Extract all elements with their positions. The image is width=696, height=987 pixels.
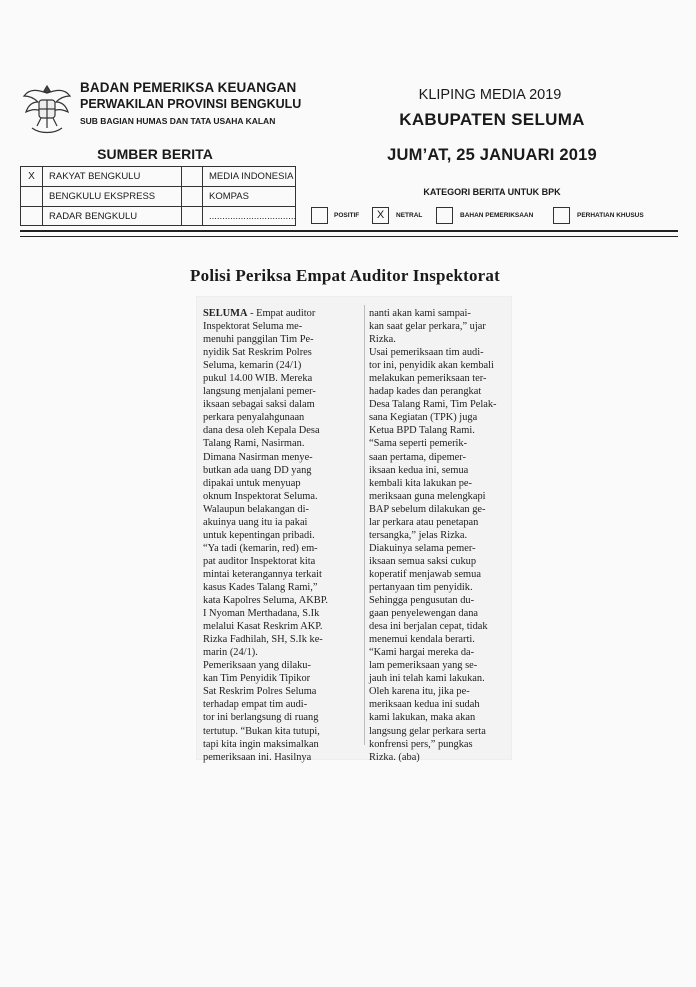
article-line: untuk kepentingan pribadi. (203, 529, 315, 541)
article-line: pertanyaan tim penyidik. (369, 581, 473, 593)
article-line: I Nyoman Merthadana, S.Ik (203, 608, 320, 620)
article-line: tersangka,” jelas Rizka. (369, 529, 468, 541)
category-label-netral: NETRAL (396, 212, 423, 219)
article-line: “Ya tadi (kemarin, red) em- (203, 542, 318, 554)
header-divider (20, 230, 678, 232)
source-row (21, 187, 295, 207)
source-other-field: ................................. (209, 211, 297, 222)
source-label: RAKYAT BENGKULU (49, 171, 141, 182)
article-line: jauh ini telah kami lakukan. (369, 673, 485, 685)
source-checkbox[interactable]: X (21, 167, 43, 186)
article-line: gaan penyelewengan dana (369, 608, 479, 620)
article-line: tor ini, penyidik akan kembali (369, 360, 494, 372)
publication-date: JUM’AT, 25 JANUARI 2019 (387, 146, 597, 164)
category-checkbox-positif[interactable] (311, 207, 328, 224)
article-line: dipakai untuk menyuap (203, 477, 301, 489)
article-line: nanti akan kami sampai- (369, 308, 471, 319)
source-label: BENGKULU EKSPRESS (49, 191, 156, 202)
source-checkbox[interactable] (181, 167, 203, 186)
article-line: kan Tim Penyidik Tipikor (203, 673, 311, 685)
article-line: tor ini berlangsung di ruang (203, 712, 319, 724)
category-label-bahan-pemeriksaan: BAHAN PEMERIKSAAN (460, 212, 534, 219)
article-title: Polisi Periksa Empat Auditor Inspektorat (190, 266, 500, 285)
source-label: RADAR BENGKULU (49, 211, 138, 222)
article-line: Diakuinya selama pemer- (369, 542, 476, 554)
source-checkbox[interactable] (21, 187, 43, 206)
article-line: Pemeriksaan yang dilaku- (203, 660, 311, 672)
org-name-line1: BADAN PEMERIKSA KEUANGAN (80, 80, 297, 95)
article-line: melakukan pemeriksaan ter- (369, 373, 487, 385)
garuda-emblem-icon (20, 78, 74, 142)
article-line: iksaan semua saksi cukup (369, 555, 477, 567)
article-line: desa ini berjalan cepat, tidak (369, 621, 488, 633)
article-line: pukul 14.00 WIB. Mereka (203, 373, 313, 385)
source-label: MEDIA INDONESIA (209, 171, 294, 182)
source-checkbox[interactable] (181, 207, 203, 226)
article-column-1 (203, 307, 338, 764)
org-name-line2: PERWAKILAN PROVINSI BENGKULU (80, 97, 302, 111)
article-line: lam pemeriksaan yang se- (369, 660, 478, 672)
article-line: nyidik Sat Reskrim Polres (203, 347, 312, 359)
article-line: kan saat gelar perkara,” ujar (369, 321, 486, 333)
article-line: iksaan kedua ini, semua (369, 464, 469, 476)
article-line: menemui kendala berarti. (369, 634, 475, 646)
org-name-line3: SUB BAGIAN HUMAS DAN TATA USAHA KALAN (80, 116, 276, 126)
article-line: perkara penyalahgunaan (203, 412, 305, 424)
article-line: kasus Kades Talang Rami,” (203, 581, 318, 593)
sources-heading: SUMBER BERITA (97, 146, 213, 162)
column-divider (364, 305, 365, 745)
region-heading: KABUPATEN SELUMA (399, 110, 585, 129)
article-line: Ketua BPD Talang Rami. (369, 425, 475, 437)
article-line: koperatif menjawab semua (369, 568, 481, 580)
source-row (21, 207, 295, 227)
article-line: meriksaan kedua ini sudah (369, 699, 480, 711)
source-label: KOMPAS (209, 191, 249, 202)
article-line: pemeriksaan ini. Hasilnya (203, 751, 312, 763)
article-line: pat auditor Inspektorat kita (203, 555, 316, 567)
article-line: Sat Reskrim Polres Seluma (203, 686, 317, 698)
article-line: terhadap empat tim audi- (203, 699, 308, 711)
article-line: iksaan sebagai saksi dalam (203, 399, 315, 411)
article-line: kata Kapolres Seluma, AKBP. (203, 595, 328, 607)
article-line: menuhi panggilan Tim Pe- (203, 334, 314, 346)
article-line: dana desa oleh Kepala Desa (203, 425, 320, 437)
article-line: kembali kita lakukan pe- (369, 477, 473, 489)
article-line: saan pertama, dipemer- (369, 451, 467, 463)
article-line: oknum Inspektorat Seluma. (203, 490, 318, 502)
sources-table (20, 166, 296, 226)
article-line: Rizka. (369, 334, 396, 346)
article-line: lar perkara atau penetapan (369, 516, 479, 528)
category-checkbox-perhatian-khusus[interactable] (553, 207, 570, 224)
article-line: SELUMA - Empat auditor (203, 308, 316, 319)
category-checkbox-bahan-pemeriksaan[interactable] (436, 207, 453, 224)
article-column-2 (369, 307, 504, 764)
source-row (21, 167, 295, 187)
article-line: “Kami hargai mereka da- (369, 647, 475, 659)
article-line: BAP sebelum dilakukan ge- (369, 503, 486, 515)
article-line: Usai pemeriksaan tim audi- (369, 347, 484, 359)
article-line: konfrensi pers,” pungkas (369, 738, 473, 750)
article-line: Talang Rami, Nasirman. (203, 438, 305, 450)
article-line: hadap kades dan perangkat (369, 386, 482, 398)
article-line: butkan ada uang DD yang (203, 464, 312, 476)
article-line: sana Kegiatan (TPK) juga (369, 412, 478, 424)
article-line: langsung menjalani pemer- (203, 386, 316, 398)
article-line: langsung gelar perkara serta (369, 725, 486, 737)
article-line: Seluma, kemarin (24/1) (203, 360, 302, 372)
article-line: mintai keterangannya terkait (203, 568, 322, 580)
article-line: Sehingga pengusutan du- (369, 595, 475, 607)
article-line: kami lakukan, maka akan (369, 712, 476, 724)
category-label-perhatian-khusus: PERHATIAN KHUSUS (577, 212, 644, 219)
header-divider (20, 236, 678, 237)
article-line: Inspektorat Seluma me- (203, 321, 303, 333)
article-line: Oleh karena itu, jika pe- (369, 686, 470, 698)
kliping-label: KLIPING MEDIA 2019 (418, 87, 562, 103)
article-line: Rizka Fadhilah, SH, S.Ik ke- (203, 634, 323, 646)
source-checkbox[interactable] (181, 187, 203, 206)
category-checkbox-netral[interactable]: X (372, 207, 389, 224)
article-line: Walaupun belakangan di- (203, 503, 309, 515)
article-line: melalui Kasat Reskrim AKP. (203, 621, 323, 633)
article-line: Dimana Nasirman menye- (203, 451, 313, 463)
article-line: akuinya uang itu ia pakai (203, 516, 308, 528)
article-line: tapi kita ingin maksimalkan (203, 738, 319, 750)
source-checkbox[interactable] (21, 207, 43, 226)
category-heading: KATEGORI BERITA UNTUK BPK (423, 187, 561, 197)
category-label-positif: POSITIF (334, 212, 360, 219)
article-line: marin (24/1). (203, 647, 258, 659)
article-line: meriksaan guna melengkapi (369, 490, 486, 502)
article-line: Desa Talang Rami, Tim Pelak- (369, 399, 497, 411)
article-line: “Sama seperti pemerik- (369, 438, 468, 450)
article-line: tertutup. “Bukan kita tutupi, (203, 725, 320, 737)
article-line: Rizka. (aba) (369, 751, 420, 763)
